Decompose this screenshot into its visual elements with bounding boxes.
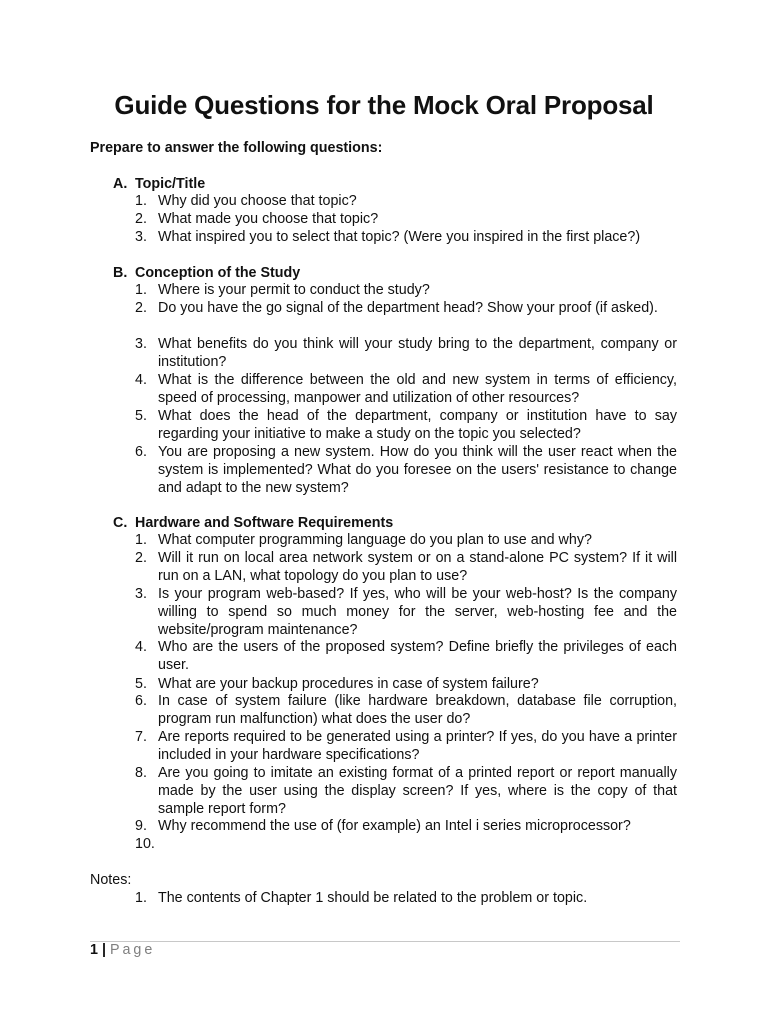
list-item: 6. You are proposing a new system. How do you think will the user react when the system is implemented? What do you foresee on the users' resistance to change and adapt to the new system? xyxy=(135,444,677,496)
list-item: 1. What computer programming language do you plan to use and why? xyxy=(135,532,592,548)
list-item: 2. Will it run on local area network system or on a stand-alone PC system? If it will run on a LAN, what topology do you plan to use? xyxy=(135,550,677,584)
list-item: 1. Where is your permit to conduct the study? xyxy=(135,282,430,298)
notes-item: 1. The contents of Chapter 1 should be related to the problem or topic. xyxy=(135,890,588,906)
footer-separator: | xyxy=(101,942,106,958)
list-item: 9. Why recommend the use of (for example) an Intel i series microprocessor? xyxy=(135,818,631,834)
section-title: Conception of the Study xyxy=(135,265,301,281)
footer-divider xyxy=(90,941,680,942)
section-title: Hardware and Software Requirements xyxy=(135,515,394,531)
intro-text: Prepare to answer the following questions: xyxy=(90,140,383,156)
list-item: 3. Is your program web-based? If yes, who will be your web-host? Is the company willing to spend so much money for the server, web-hosting fee and the website/program maintenance? xyxy=(135,586,677,638)
list-item: 4. Who are the users of the proposed system? Define briefly the privileges of each user. xyxy=(135,639,677,673)
section-a-heading xyxy=(113,176,205,192)
list-item: 5. What does the head of the department, company or institution have to say regarding your initiative to make a study on the topic you selected? xyxy=(135,408,677,442)
notes-label: Notes: xyxy=(90,872,132,888)
list-item: 4. What is the difference between the old and new system in terms of efficiency, speed of processing, manpower and utilization of other resources? xyxy=(135,372,677,406)
page-number: 1 xyxy=(90,942,98,958)
section-label: A. xyxy=(113,176,128,192)
document-page: Guide Questions for the Mock Oral Proposal Prepare to answer the following questions: A. Topic/Title 1. Why did you choose that topic? 2. What made you choose that topic? 3. What inspired you to select that topic? (Were you inspired in the first place?) B. Conception of the Study 1. Where is your permit to conduct the study? 2. Do you have the go signal of the department head? Show your proof (if asked). 3. What benefits do you think will your study bring to the department, company or institution? 4. What is the difference between the old and new system in terms of efficiency, speed of processing, manpower and utilization of other resources? 5. What does the head of the department, company or institution have to say regarding your initiative to make a study on the topic you selected? 6. You are proposing a new system. How do you think will the user react when the system is implemented? What do you foresee on the users' resistance to change and adapt to the new system? C. Hardware and Software Requirements 1. What computer programming language do you plan to use and why? 2. Will it run on local area network system or on a stand-alone PC system? If it will run on a LAN, what topology do you plan to use? 3. Is your program web-based? If yes, who will be your web-host? Is the company willing to spend so much money for the server, web-hosting fee and the website/program maintenance? 4. Who are the users of the proposed system? Define briefly the privileges of each user. 5. What are your backup procedures in case of system failure? 6. In case of system failure (like hardware breakdown, database file corruption, program run malfunction) what does the user do? 7. Are reports required to be generated using a printer? If yes, do you have a printer included in your hardware specifications? 8. Are you going to imitate an existing format of a printed report or report manually made by the user using the display screen? If yes, where is the copy of that sample report form? 9. Why recommend the use of (for example) an Intel i series microprocessor? 10. Notes: 1. The contents of Chapter 1 should be related to the problem or topic. 1 | Page xyxy=(0,0,768,1024)
list-item: 2. What made you choose that topic? xyxy=(135,211,379,227)
section-b-heading xyxy=(113,265,300,281)
section-title: Topic/Title xyxy=(135,176,206,192)
list-item: 7. Are reports required to be generated using a printer? If yes, do you have a printer included in your hardware specifications? xyxy=(135,729,677,763)
list-item: 5. What are your backup procedures in case of system failure? xyxy=(135,676,539,692)
page-label: Page xyxy=(109,942,156,958)
list-item: 8. Are you going to imitate an existing format of a printed report or report manually made by the user using the display screen? If yes, where is the copy of that sample report form? xyxy=(135,765,677,817)
list-item: 1. Why did you choose that topic? xyxy=(135,193,357,209)
section-c-heading xyxy=(113,515,393,531)
page-footer xyxy=(90,942,155,958)
section-label: B. xyxy=(113,265,128,281)
list-item: 2. Do you have the go signal of the department head? Show your proof (if asked). xyxy=(135,300,658,316)
list-item: 3. What benefits do you think will your study bring to the department, company or institution? xyxy=(135,336,677,370)
list-item: 6. In case of system failure (like hardware breakdown, database file corruption, program run malfunction) what does the user do? xyxy=(135,693,677,727)
list-item: 3. What inspired you to select that topic? (Were you inspired in the first place?) xyxy=(135,229,641,245)
document-title: Guide Questions for the Mock Oral Proposal xyxy=(114,90,654,120)
section-label: C. xyxy=(113,515,128,531)
